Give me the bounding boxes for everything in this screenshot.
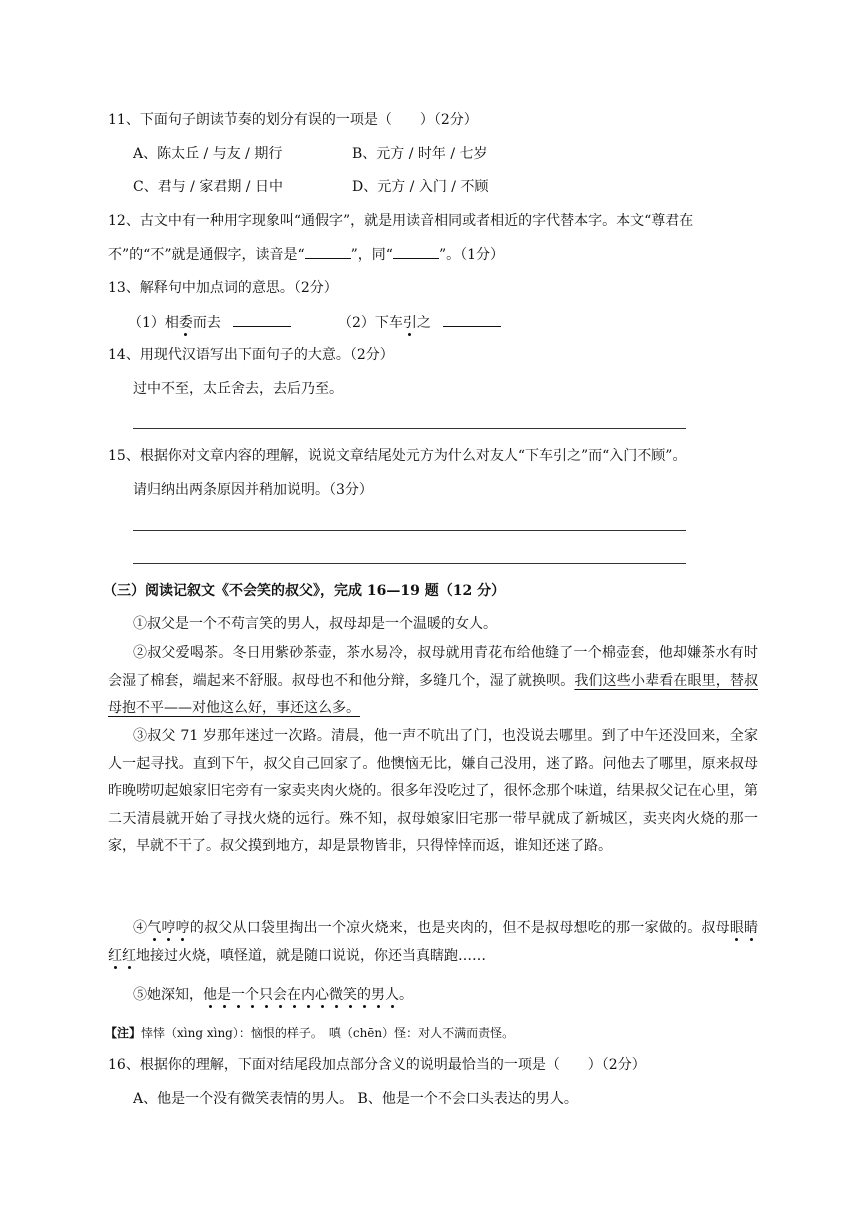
paragraph-4-num: ④ bbox=[133, 920, 148, 936]
q13-item1-post: 而去 bbox=[192, 315, 221, 331]
paragraph-2-underlined: 我们这些小辈看在眼里，替叔母抱不平——对他这么好，事还这么多。 bbox=[108, 672, 759, 716]
note bbox=[105, 1023, 514, 1043]
emphasis-char: 他 bbox=[203, 987, 217, 1003]
q15-line2: 请归纳出两条原因并稍加说明。（3分） bbox=[133, 482, 373, 498]
emphasis-char: 眼 bbox=[729, 920, 745, 936]
emphasis-char: 哼 bbox=[161, 920, 176, 936]
q14-stem: 14、用现代汉语写出下面句子的大意。（2分） bbox=[108, 347, 394, 363]
q13-item2-pre: （2）下车 bbox=[338, 315, 403, 331]
q15-line1: 15、根据你对文章内容的理解，说说文章结尾处元方为什么对友人“下车引之”而“入门不顾”。 bbox=[108, 448, 687, 464]
q13-item2-post: 之 bbox=[416, 315, 431, 331]
q13-answer-blank-2[interactable] bbox=[443, 312, 501, 327]
q11-stem: 11、下面句子朗读节奏的划分有误的一项是（ ）（2分） bbox=[108, 112, 478, 128]
section3-paragraph-2 bbox=[108, 640, 758, 723]
emphasis-char: 红 bbox=[108, 947, 122, 964]
emphasis-char: 只 bbox=[259, 987, 273, 1003]
q12-blank-same-as[interactable] bbox=[393, 244, 439, 259]
emphasis-char: 哼 bbox=[175, 920, 190, 936]
emphasis-char: 红 bbox=[122, 947, 136, 964]
section3-title: （三）阅读记叙文《不会笑的叔父》，完成 16—19 题（12 分） bbox=[103, 583, 506, 599]
paragraph-4-text-1: 的叔父从口袋里掏出一个凉火烧来，也是夹肉的，但不是叔母想吃的那一家做的。叔母 bbox=[189, 920, 730, 936]
emphasis-char: 的 bbox=[357, 987, 371, 1003]
q14-sentence: 过中不至，太丘舍去，去后乃至。 bbox=[133, 381, 343, 397]
paragraph-5-text-b: 。 bbox=[399, 987, 413, 1003]
emphasis-char: 是 bbox=[217, 987, 231, 1003]
q12-line1: 12、古文中有一种用字现象叫“通假字”，就是用读音相同或者相近的字代替本字。本文“尊君在 bbox=[108, 213, 694, 229]
section3-paragraph-4 bbox=[108, 915, 758, 970]
q12-blank-reading[interactable] bbox=[305, 244, 351, 259]
q13-stem: 13、解释句中加点词的意思。（2分） bbox=[108, 280, 338, 296]
emphasis-char: 内 bbox=[301, 987, 315, 1003]
emphasis-char: 在 bbox=[287, 987, 301, 1003]
q13-answer-blank-1[interactable] bbox=[233, 312, 291, 327]
q11-option-c: C、君与 / 家君期 / 日中 bbox=[133, 179, 283, 195]
paragraph-2-text: ②叔父爱喝茶。冬日用紫砂茶壶，茶水易冷，叔母就用青花布给他缝了一个棉壶套，他却嫌茶水有时会湿了棉套，端起来不舒服。叔母也不和他分辩，多缝几个，湿了就换呗。 bbox=[108, 645, 758, 689]
q13-item2-dotted-word: 引 bbox=[402, 315, 417, 331]
q12-line2 bbox=[108, 244, 504, 265]
q15-answer-line-1[interactable] bbox=[133, 530, 686, 531]
section3-paragraph-3: ③叔父 71 岁那年迷过一次路。清晨，他一声不吭出了门，也没说去哪里。到了中午还没回来，全家人一起寻找。直到下午，叔父自己回家了。他懊恼无比，嫌自己没用，迷了路。问他去了哪里，原来叔母昨晚唠叨起娘家旧宅旁有一家卖夹肉火烧的。很多年没吃过了，很怀念那个味道，结果叔父记在心里，第二天清晨就开始了寻找火烧的远行。殊不知，叔母娘家旧宅那一带早就成了新城区，卖夹肉火烧的那一家，早就不干了。叔父摸到地方，却是景物皆非，只得悻悻而返，谁知还迷了路。 bbox=[108, 728, 758, 854]
q11-option-a: A、陈太丘 / 与友 / 期行 bbox=[133, 146, 283, 162]
q12-text-a: 不”的“不”就是通假字，读音是“ bbox=[108, 247, 305, 263]
paragraph-4-text-2: 地接过火烧，嗔怪道，就是随口说说，你还当真瞎跑…… bbox=[136, 947, 486, 964]
paragraph-5-dotted bbox=[203, 987, 399, 1003]
q14-answer-line[interactable] bbox=[133, 428, 686, 429]
emphasis-char: 笑 bbox=[343, 987, 357, 1003]
q13-item2 bbox=[338, 312, 501, 333]
emphasis-char: 心 bbox=[315, 987, 329, 1003]
emphasis-char: 人 bbox=[385, 987, 399, 1003]
q15-answer-line-2[interactable] bbox=[133, 563, 686, 564]
q13-item1-pre: （1）相 bbox=[128, 315, 179, 331]
q16-stem: 16、根据你的理解，下面对结尾段加点部分含义的说明最恰当的一项是（ ）（2分） bbox=[108, 1057, 646, 1073]
emphasis-char: 气 bbox=[147, 920, 162, 936]
q11-option-d: D、元方 / 入门 / 不顾 bbox=[352, 179, 489, 195]
section3-paragraph-1: ①叔父是一个不苟言笑的男人，叔母却是一个温暖的女人。 bbox=[133, 616, 497, 632]
paragraph-4-dotted-1 bbox=[147, 920, 190, 936]
q12-text-b: ”，同“ bbox=[350, 247, 393, 263]
emphasis-char: 睛 bbox=[744, 920, 759, 936]
paragraph-5-text-a: ⑤她深知， bbox=[133, 987, 203, 1003]
q13-item1-dotted-word: 委 bbox=[178, 315, 193, 331]
emphasis-char: 男 bbox=[371, 987, 385, 1003]
q11-option-b: B、元方 / 时年 / 七岁 bbox=[352, 146, 488, 162]
section3-paragraph-5 bbox=[133, 985, 413, 1005]
q13-item1 bbox=[128, 312, 291, 333]
q12-text-c: ”。（1分） bbox=[438, 247, 505, 263]
note-label: 【注】 bbox=[105, 1026, 142, 1040]
emphasis-char: 微 bbox=[329, 987, 343, 1003]
emphasis-char: 个 bbox=[245, 987, 259, 1003]
emphasis-char: 一 bbox=[231, 987, 245, 1003]
q16-options: A、他是一个没有微笑表情的男人。 B、他是一个不会口头表达的男人。 bbox=[133, 1091, 578, 1107]
note-text: 悻悻（xìng xìng）：恼恨的样子。 嗔（chēn）怪：对人不满而责怪。 bbox=[141, 1026, 515, 1040]
emphasis-char: 会 bbox=[273, 987, 287, 1003]
